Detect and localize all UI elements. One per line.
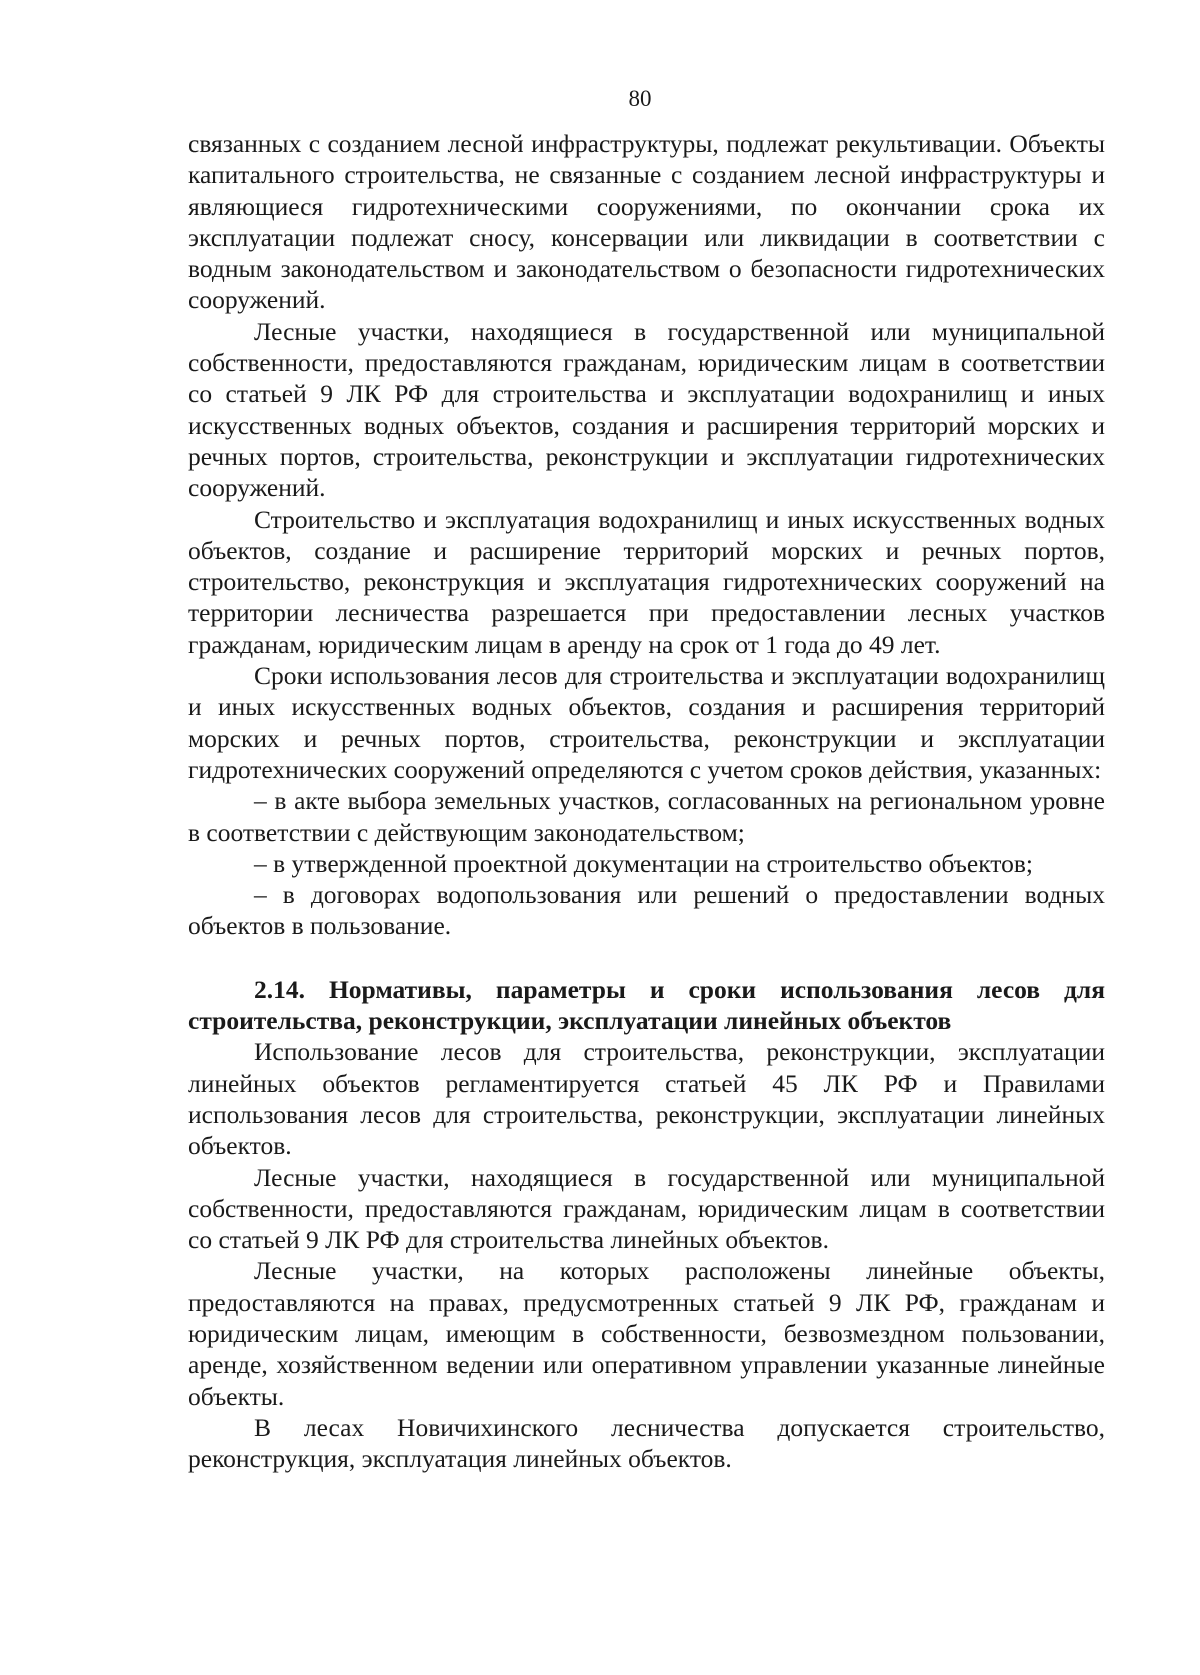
paragraph: Лесные участки, находящиеся в государственной или муниципальной собственности, предоставляются гражданам, юридическим лицам в соответствии со статьей 9 ЛК РФ для строительства и эксплуатации водохранилищ и иных искусственных водных объектов, создания и расширения территорий морских и речных портов, строительства, реконструкции и эксплуатации гидротехнических сооружений. [188, 316, 1105, 503]
list-item: – в договорах водопользования или решений о предоставлении водных объектов в пользование. [188, 880, 1105, 941]
paragraph: Лесные участки, на которых расположены линейные объекты, предоставляются на правах, предусмотренных статьей 9 ЛК РФ, гражданам и юридическим лицам, имеющим в собственности, безвозмездном пользовании, аренде, хозяйственном ведении или оперативном управлении указанные линейные объекты. [188, 1256, 1105, 1411]
paragraph: Лесные участки, находящиеся в государственной или муниципальной собственности, предоставляются гражданам, юридическим лицам в соответствии со статьей 9 ЛК РФ для строительства линейных объектов. [188, 1162, 1105, 1255]
page-number: 80 [628, 86, 652, 111]
paragraph: Строительство и эксплуатация водохранилищ и иных искусственных водных объектов, создание и расширение территорий морских и речных портов, строительство, реконструкция и эксплуатация гидротехнических сооружений на территории лесничества разрешается при предоставлении лесных участков гражданам, юридическим лицам в аренду на срок от 1 года до 49 лет. [188, 504, 1105, 659]
section-heading: 2.14. Нормативы, параметры и сроки использования лесов для строительства, реконструкции, эксплуатации линейных объектов [188, 974, 1105, 1036]
paragraph: В лесах Новичихинского лесничества допускается строительство, реконструкция, эксплуатация линейных объектов. [188, 1412, 1105, 1474]
paragraph: связанных с созданием лесной инфраструктуры, подлежат рекультивации. Объекты капитального строительства, не связанные с созданием лесной инфраструктуры и являющиеся гидротехническими сооружениями, по окончании срока их эксплуатации подлежат сносу, консервации или ликвидации в соответствии с водным законодательством и законодательством о безопасности гидротехнических сооружений. [188, 129, 1105, 315]
paragraph: Использование лесов для строительства, реконструкции, эксплуатации линейных объектов регламентируется статьей 45 ЛК РФ и Правилами использования лесов для строительства, реконструкции, эксплуатации линейных объектов. [188, 1037, 1105, 1161]
paragraph: Сроки использования лесов для строительства и эксплуатации водохранилищ и иных искусственных водных объектов, создания и расширения территорий морских и речных портов, строительства, реконструкции и эксплуатации гидротехнических сооружений определяются с учетом сроков действия, указанных: [188, 661, 1105, 784]
list-item: – в акте выбора земельных участков, согласованных на региональном уровне в соответствии с действующим законодательством; [188, 786, 1105, 847]
page-body [188, 128, 1105, 1474]
list-item: – в утвержденной проектной документации на строительство объектов; [254, 848, 1033, 878]
